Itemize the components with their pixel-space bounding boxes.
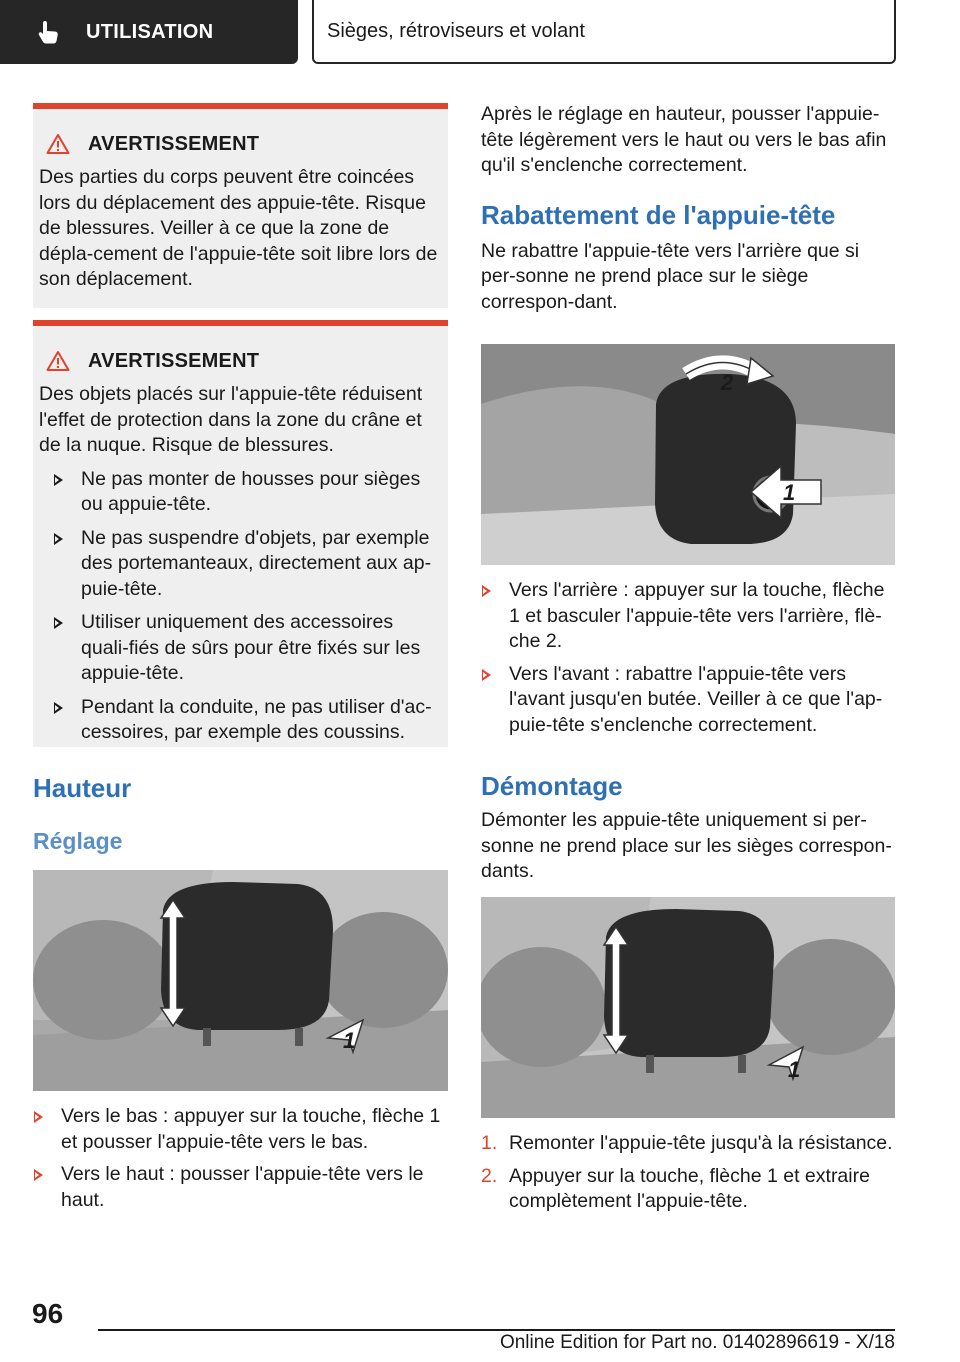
page-header [0,0,960,66]
hauteur-list [33,1104,448,1220]
bullet-triangle-icon [54,702,63,714]
section-heading-demontage: Démontage [481,771,623,801]
warning-header [46,346,448,376]
list-item [481,1131,895,1157]
footer-divider [98,1329,895,1331]
headrest-height-illustration [33,870,448,1091]
rabattement-list [481,578,895,745]
list-item-text: Vers l'arrière : appuyer sur la touche, flèche 1 et basculer l'appuie-tête vers l'arrière, flè-che 2. [509,579,885,652]
warning-intro: Des objets placés sur l'appuie-tête réduisent l'effet de protection dans la zone du crâne et de la nuque. Risque de blessures. [39,383,423,456]
demontage-section [481,770,895,885]
list-item-text: Pendant la conduite, ne pas utiliser d'ac-cessoires, par exemple des coussins. [81,695,432,743]
warning-box-2 [33,320,448,747]
hauteur-section [33,772,448,856]
hand-pointer-icon [36,19,62,45]
list-item-text: Utiliser uniquement des accessoires quali-fiés de sûrs pour être fixés sur les appuie-tête. [81,611,421,684]
bullet-triangle-icon [54,617,63,629]
bullet-triangle-icon [54,533,63,545]
warning-triangle-icon [46,133,70,155]
footer-edition: Online Edition for Part no. 01402896619 - X/18 [499,1332,895,1353]
figure-label-1: 1 [783,480,796,505]
list-item [33,1104,448,1155]
list-item [33,1162,448,1213]
headrest-folding-illustration [481,344,895,565]
bullet-triangle-icon [34,1169,43,1181]
list-item [39,526,440,603]
chapter-title: Sièges, rétroviseurs et volant [327,19,585,42]
intro-paragraph: Après le réglage en hauteur, pousser l'appuie-tête légèrement vers le haut ou vers le bas afin qu'il s'enclenche correctement. [481,103,887,176]
warning-text [33,376,448,746]
bullet-triangle-icon [34,1111,43,1123]
bullet-triangle-icon [54,474,63,486]
section-heading-rabattement: Rabattement de l'appuie-tête [481,199,836,230]
figure-label-1: 1 [343,1028,356,1053]
warning-box-1 [33,103,448,308]
warning-title: AVERTISSEMENT [88,349,260,372]
right-column-top [481,102,895,315]
subheading-reglage: Réglage [33,828,123,854]
headrest-removal-illustration [481,897,895,1118]
warning-title: AVERTISSEMENT [88,132,260,155]
warning-text: Des parties du corps peuvent être coincées lors du déplacement des appuie-tête. Risque de blessures. Veiller à ce que la zone de dépla-cement de l'appuie-tête soit libre lors de son déplacement. [39,166,438,290]
list-item-text: Ne pas suspendre d'objets, par exemple des portemanteaux, directement aux ap-puie-tête. [81,526,432,600]
demontage-paragraph: Démonter les appuie-tête uniquement si per-sonne ne prend place sur les sièges correspon-dants. [481,809,892,882]
list-item [39,610,440,687]
step-text: Appuyer sur la touche, flèche 1 et extraire complètement l'appuie-tête. [509,1164,870,1212]
warning-header [46,129,448,159]
bullet-triangle-icon [482,585,491,597]
step-number: 1. [481,1132,498,1154]
section-heading-hauteur: Hauteur [33,773,132,803]
step-number: 2. [481,1164,498,1187]
step-text: Remonter l'appuie-tête jusqu'à la résistance. [509,1132,893,1154]
section-tab[interactable] [0,0,298,64]
list-item [481,1164,895,1215]
demontage-steps [481,1131,895,1222]
list-item-text: Vers l'avant : rabattre l'appuie-tête vers l'avant jusqu'en butée. Veiller à ce que l'ap-puie-tête s'enclenche correctement. [509,662,883,736]
list-item [39,695,440,746]
page-number: 96 [32,1298,64,1329]
list-item-text: Vers le haut : pousser l'appuie-tête vers le haut. [61,1163,424,1211]
bullet-triangle-icon [482,669,491,681]
figure-headrest-folding [481,344,895,565]
figure-headrest-removal [481,897,895,1118]
list-item-text: Ne pas monter de housses pour sièges ou appuie-tête. [81,467,421,515]
list-item [481,662,895,739]
figure-label-1: 1 [788,1057,801,1082]
list-item [39,467,440,518]
warning-triangle-icon [46,350,70,372]
warning-list [39,459,440,746]
rabattement-paragraph: Ne rabattre l'appuie-tête vers l'arrière que si per-sonne ne prend place sur le siège correspon-dant. [481,239,860,313]
list-item [481,578,895,655]
section-label: UTILISATION [86,20,214,43]
chapter-header [312,0,896,64]
list-item-text: Vers le bas : appuyer sur la touche, flèche 1 et pousser l'appuie-tête vers le bas. [61,1105,441,1153]
figure-label-2: 2 [721,370,734,395]
figure-height-adjustment [33,870,448,1091]
